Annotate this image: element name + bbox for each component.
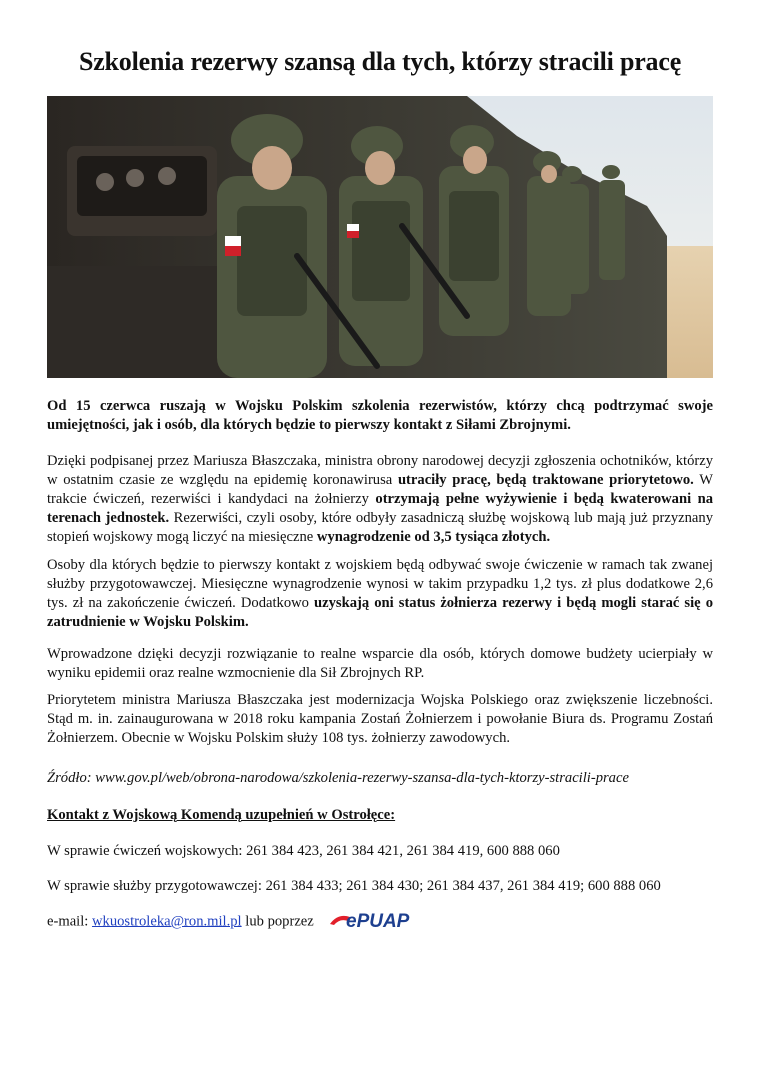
soldiers-photo bbox=[47, 96, 713, 378]
bold-span: utraciły pracę, będą traktowane priorytetowo. bbox=[397, 472, 694, 488]
email-link[interactable]: wkuostroleka@ron.mil.pl bbox=[91, 913, 242, 930]
soldiers-illustration bbox=[47, 96, 713, 378]
text-span: W trakcie ćwiczeń, rezerwiści i kandydaci na żołnierzy bbox=[47, 472, 713, 507]
paragraph-first-contact bbox=[47, 556, 713, 632]
text-span: Rezerwiści, czyli osoby, które odbyły zasadniczą służbę wojskową lub mają już przyznany stopień wojskowy mogą liczyć na miesięczne bbox=[47, 510, 713, 545]
paragraph-modernization: Priorytetem ministra Mariusza Błaszczaka jest modernizacja Wojska Polskiego oraz zwiększenie liczebności. Stąd m. in. zainaugurowana w 2018 roku kampania Zostań Żołnierzem i powołanie Biura ds. Programu Zostań Żołnierzem. Obecnie w Wojsku Polskim służy 108 tys. żołnierzy zawodowych. bbox=[47, 692, 713, 746]
email-suffix: lub poprzez bbox=[241, 913, 314, 930]
paragraph-support: Wprowadzone dzięki decyzji rozwiązanie to realne wsparcie dla osób, których domowe budżety ucierpiały w wyniku epidemii oraz realne wzmocnienie dla Sił Zbrojnych RP. bbox=[47, 646, 713, 681]
lead-paragraph: Od 15 czerwca ruszają w Wojsku Polskim szkolenia rezerwistów, którzy chcą podtrzymać swoje umiejętności, jak i osób, dla których będzie to pierwszy kontakt z Siłami Zbrojnymi. bbox=[47, 398, 713, 433]
contact-heading: Kontakt z Wojskową Komendą uzupełnień w Ostrołęce: bbox=[47, 807, 396, 823]
bold-span: wynagrodzenie od 3,5 tysiąca złotych. bbox=[316, 529, 551, 545]
source-line: Źródło: www.gov.pl/web/obrona-narodowa/szkolenia-rezerwy-szansa-dla-tych-ktorzy-stracili-prace bbox=[47, 770, 629, 786]
epuap-logo-text: ePUAP bbox=[345, 911, 410, 931]
page-title: Szkolenia rezerwy szansą dla tych, którzy stracili pracę bbox=[78, 47, 682, 76]
bold-span: uzyskają oni status żołnierza rezerwy i będą mogli starać się o zatrudnienie w Wojsku Polskim. bbox=[47, 595, 713, 630]
email-line bbox=[47, 911, 713, 933]
text-span: Osoby dla których będzie to pierwszy kontakt z wojskiem będą odbywać swoje ćwiczenie w ramach tak zwanej służby przygotowawczej. Miesięczne wynagrodzenie wynosi w takim przypadku 1,2 tys. zł plus dodatkowe 2,6 tys. zł na zakończenie ćwiczeń. Dodatkowo bbox=[47, 557, 713, 611]
bold-span: otrzymają pełne wyżywienie i będą kwaterowani na terenach jednostek. bbox=[47, 491, 713, 526]
text-span: Dzięki podpisanej przez Mariusza Błaszczaka, ministra obrony narodowej decyzji zgłoszenia ochotników, którzy w ostatnim czasie ze względu na epidemię koronawirusa bbox=[47, 453, 713, 488]
exercises-phones: W sprawie ćwiczeń wojskowych: 261 384 423, 261 384 421, 261 384 419, 600 888 060 bbox=[47, 843, 560, 859]
paragraph-priority bbox=[47, 452, 713, 547]
epuap-logo-icon[interactable] bbox=[328, 909, 436, 931]
email-prefix: e-mail: bbox=[47, 913, 92, 930]
service-phones: W sprawie służby przygotowawczej: 261 384 433; 261 384 430; 261 384 437, 261 384 419; 600 888 060 bbox=[47, 878, 661, 894]
